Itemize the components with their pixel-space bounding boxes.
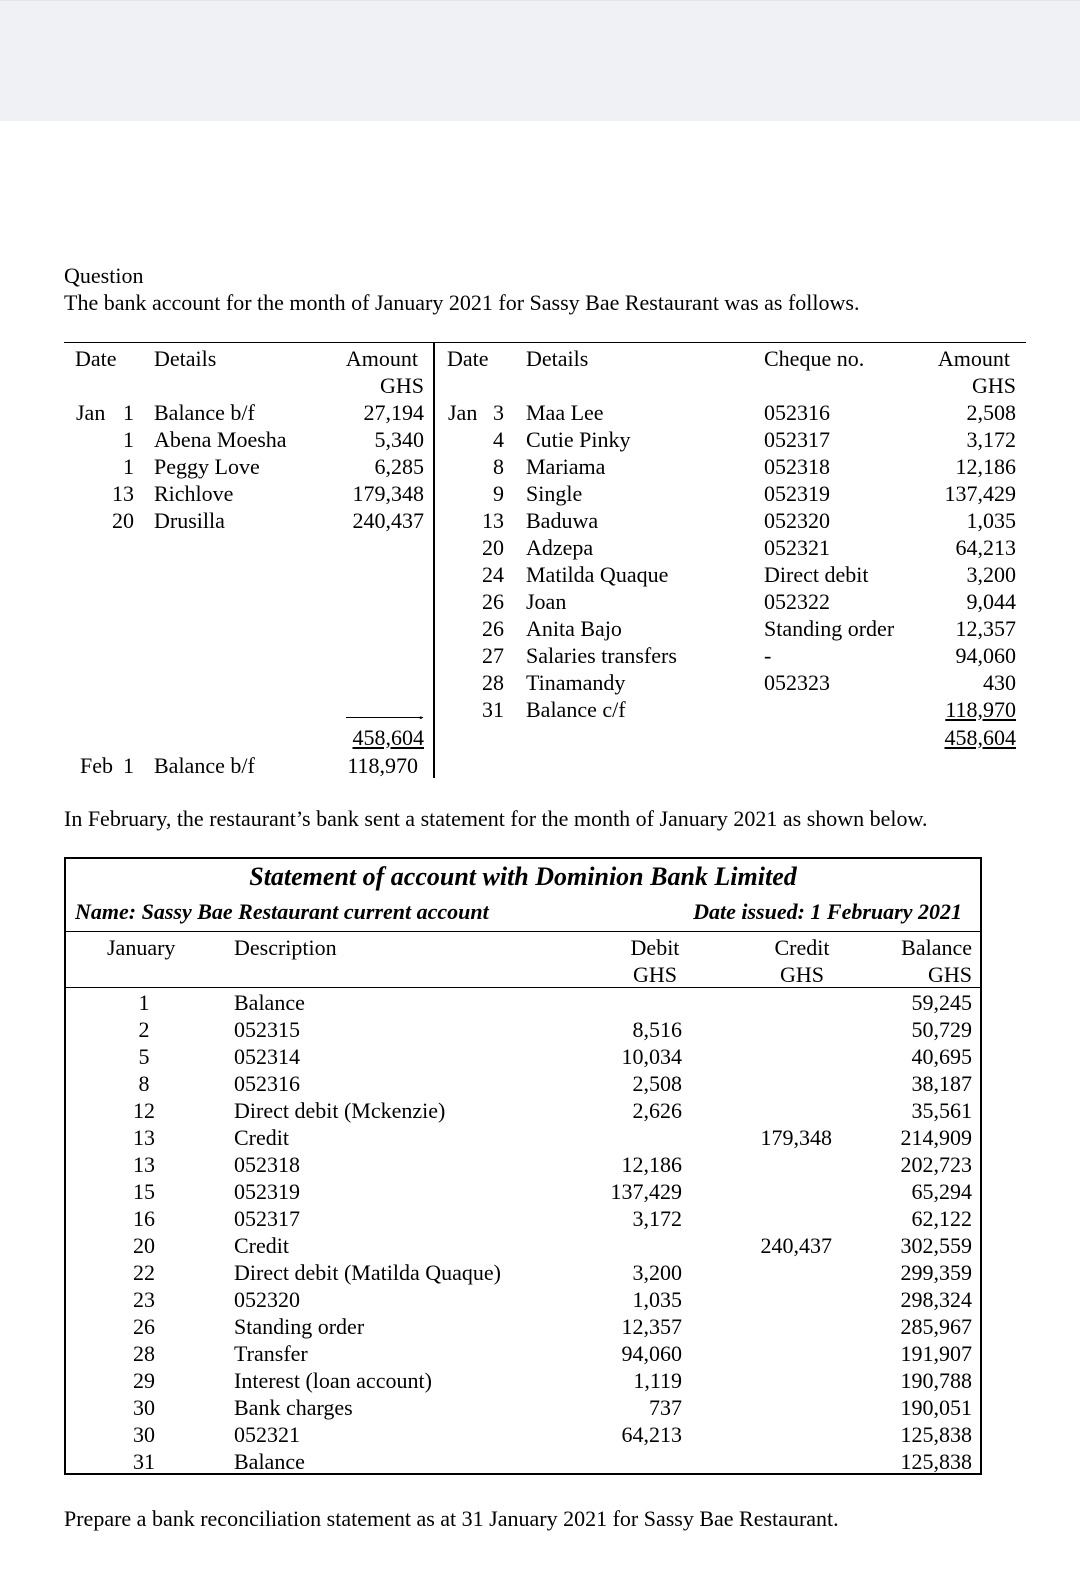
statement-row-credit <box>730 1367 832 1394</box>
credit-row-cheque: 052317 <box>764 427 830 452</box>
credit-row-details: Joan <box>526 589 567 614</box>
credit-row-details: Maa Lee <box>526 400 604 425</box>
statement-row-balance: 125,838 <box>900 1422 972 1447</box>
statement-title: Statement of account with Dominion Bank Limited <box>249 862 797 891</box>
credit-row-cheque: Standing order <box>764 616 895 641</box>
statement-row-description: Balance <box>234 1449 305 1474</box>
statement-row-description: Transfer <box>234 1341 308 1366</box>
statement-row-credit: 240,437 <box>760 1233 832 1258</box>
credit-row-cheque: 052321 <box>764 535 830 560</box>
credit-row-day: 26 <box>482 616 504 641</box>
credit-cheque-column <box>764 399 914 723</box>
debit-row-details: Peggy Love <box>154 454 260 479</box>
statement-row-debit: 12,357 <box>621 1314 682 1339</box>
statement-row-debit: 1,035 <box>632 1287 682 1312</box>
credit-total: 458,604 <box>944 725 1016 750</box>
statement-row-credit <box>730 1421 832 1448</box>
credit-row-day: 8 <box>493 454 504 479</box>
debit-total: 458,604 <box>352 725 424 750</box>
debit-day-column <box>104 399 134 534</box>
debit-row-day: 1 <box>123 427 134 452</box>
credit-row-day: 3 <box>493 400 504 425</box>
credit-amount-column <box>900 399 1016 723</box>
statement-row-day: 31 <box>133 1449 155 1474</box>
credit-row-amount: 94,060 <box>955 643 1016 668</box>
instruction-text: Prepare a bank reconciliation statement as at 31 January 2021 for Sassy Bae Restaurant. <box>64 1506 839 1531</box>
credit-row-amount: 12,357 <box>955 616 1016 641</box>
credit-row-day: 20 <box>482 535 504 560</box>
credit-row-cheque: 052316 <box>764 400 830 425</box>
credit-row-details: Adzepa <box>526 535 594 560</box>
statement-row-day: 22 <box>133 1260 155 1285</box>
statement-row-day: 12 <box>133 1098 155 1123</box>
credit-cheque-header: Cheque no. <box>764 346 865 371</box>
statement-row-balance: 40,695 <box>911 1044 972 1069</box>
statement-header-balance: Balance <box>901 935 972 960</box>
carried-down-amount: 118,970 <box>347 753 418 778</box>
statement-header-rule-bottom <box>64 987 982 988</box>
statement-row-description: 052321 <box>234 1422 300 1447</box>
statement-row-debit <box>580 1232 682 1259</box>
statement-row-balance: 35,561 <box>911 1098 972 1123</box>
statement-row-debit: 8,516 <box>632 1017 682 1042</box>
statement-header-rule-top <box>64 931 982 932</box>
credit-row-cheque: 052319 <box>764 481 830 506</box>
debit-details-column <box>154 399 324 534</box>
statement-balance-column <box>860 989 972 1475</box>
statement-row-day: 2 <box>138 1017 150 1042</box>
statement-row-credit <box>730 1178 832 1205</box>
statement-row-balance: 285,967 <box>900 1314 972 1339</box>
statement-row-balance: 62,122 <box>911 1206 972 1231</box>
statement-date-issued: Date issued: 1 February 2021 <box>693 899 962 924</box>
credit-row-month: Jan <box>448 400 478 425</box>
statement-header-january: January <box>107 935 176 960</box>
transition-text: In February, the restaurant’s bank sent a statement for the month of January 2021 as shown below. <box>64 806 928 831</box>
carried-down-details: Balance b/f <box>154 753 255 778</box>
statement-row-description: Standing order <box>234 1314 365 1339</box>
statement-row-credit <box>730 1205 832 1232</box>
debit-row-month: Jan <box>76 400 106 425</box>
statement-row-credit <box>730 1394 832 1421</box>
statement-header-debit-unit: GHS <box>632 962 677 987</box>
statement-row-debit: 2,626 <box>632 1098 682 1123</box>
statement-row-balance: 190,051 <box>900 1395 972 1420</box>
statement-row-description: Credit <box>234 1125 289 1150</box>
statement-row-balance: 190,788 <box>900 1368 972 1393</box>
statement-row-credit <box>730 1313 832 1340</box>
credit-row-cheque: 052320 <box>764 508 830 533</box>
credit-row-details: Mariama <box>526 454 606 479</box>
credit-row-day: 24 <box>482 562 504 587</box>
cash-book-top-rule <box>64 342 1026 343</box>
credit-row-details: Salaries transfers <box>526 643 677 668</box>
debit-row-amount: 27,194 <box>363 400 424 425</box>
statement-name-line: Name: Sassy Bae Restaurant current account <box>75 899 489 924</box>
credit-row-details: Cutie Pinky <box>526 427 631 452</box>
statement-row-credit <box>730 1448 832 1475</box>
debit-date-header: Date <box>75 346 117 371</box>
statement-row-day: 28 <box>133 1341 155 1366</box>
carried-down-day: 1 <box>123 753 134 778</box>
credit-row-details: Tinamandy <box>526 670 626 695</box>
credit-row-amount: 3,172 <box>966 427 1016 452</box>
statement-row-credit <box>730 1070 832 1097</box>
statement-row-credit <box>730 1043 832 1070</box>
credit-row-day: 13 <box>482 508 504 533</box>
credit-row-cheque: - <box>764 643 772 668</box>
statement-row-day: 30 <box>133 1422 155 1447</box>
statement-row-day: 13 <box>133 1125 155 1150</box>
statement-row-debit <box>580 1448 682 1475</box>
statement-row-balance: 65,294 <box>911 1179 972 1204</box>
credit-day-column <box>474 399 504 723</box>
statement-row-debit: 3,200 <box>632 1260 682 1285</box>
credit-row-cheque <box>764 696 914 723</box>
debit-amount-column <box>320 399 424 534</box>
statement-row-day: 15 <box>133 1179 155 1204</box>
debit-row-amount: 240,437 <box>352 508 424 533</box>
statement-row-day: 5 <box>138 1044 150 1069</box>
statement-row-description: 052317 <box>234 1206 300 1231</box>
statement-row-day: 23 <box>133 1287 155 1312</box>
debit-row-amount: 6,285 <box>374 454 424 479</box>
statement-row-credit <box>730 1286 832 1313</box>
credit-row-day: 26 <box>482 589 504 614</box>
statement-row-description: 052314 <box>234 1044 300 1069</box>
debit-row-day: 20 <box>112 508 134 533</box>
question-heading: Question <box>64 263 144 288</box>
debit-row-amount: 179,348 <box>352 481 424 506</box>
statement-row-description: Bank charges <box>234 1395 353 1420</box>
credit-row-cheque: 052318 <box>764 454 830 479</box>
debit-subtotal-rule <box>346 717 423 718</box>
credit-amount-unit: GHS <box>971 373 1016 398</box>
debit-row-details: Balance b/f <box>154 400 255 425</box>
statement-row-description: 052320 <box>234 1287 300 1312</box>
credit-row-amount: 118,970 <box>945 697 1016 722</box>
credit-row-amount: 3,200 <box>966 562 1016 587</box>
credit-row-amount: 137,429 <box>944 481 1016 506</box>
statement-row-debit: 3,172 <box>632 1206 682 1231</box>
statement-row-description: 052316 <box>234 1071 300 1096</box>
credit-row-day: 31 <box>482 697 504 722</box>
credit-row-day: 9 <box>493 481 504 506</box>
statement-row-description: Interest (loan account) <box>234 1368 432 1393</box>
debit-amount-header: Amount <box>345 346 418 371</box>
statement-row-day: 20 <box>133 1233 155 1258</box>
credit-row-amount: 12,186 <box>955 454 1016 479</box>
statement-header-debit: Debit <box>630 935 680 960</box>
credit-row-day: 27 <box>482 643 504 668</box>
statement-row-debit: 2,508 <box>632 1071 682 1096</box>
credit-row-amount: 430 <box>983 670 1016 695</box>
debit-row-day: 13 <box>112 481 134 506</box>
debit-row-details: Richlove <box>154 481 234 506</box>
credit-row-amount: 2,508 <box>966 400 1016 425</box>
debit-row-details: Abena Moesha <box>154 427 287 452</box>
credit-date-header: Date <box>447 346 489 371</box>
statement-row-debit: 64,213 <box>621 1422 682 1447</box>
debit-row-amount: 5,340 <box>374 427 424 452</box>
statement-row-balance: 298,324 <box>900 1287 972 1312</box>
debit-dot: . <box>418 699 424 724</box>
statement-row-balance: 59,245 <box>911 990 972 1015</box>
credit-row-cheque: 052322 <box>764 589 830 614</box>
statement-row-debit: 1,119 <box>633 1368 682 1393</box>
statement-header-credit-unit: GHS <box>779 962 824 987</box>
statement-header-balance-unit: GHS <box>927 962 972 987</box>
statement-row-debit: 10,034 <box>621 1044 682 1069</box>
statement-row-balance: 125,838 <box>900 1449 972 1474</box>
carried-down-month: Feb <box>80 753 113 778</box>
statement-row-balance: 214,909 <box>900 1125 972 1150</box>
statement-row-balance: 50,729 <box>911 1017 972 1042</box>
question-intro: The bank account for the month of January 2021 for Sassy Bae Restaurant was as follows. <box>64 290 860 315</box>
debit-row-day: 1 <box>123 454 134 479</box>
credit-details-header: Details <box>526 346 589 371</box>
statement-row-debit: 12,186 <box>621 1152 682 1177</box>
credit-row-details: Balance c/f <box>526 697 626 722</box>
statement-row-debit <box>580 989 682 1016</box>
statement-row-description: Direct debit (Matilda Quaque) <box>234 1260 501 1285</box>
statement-row-day: 1 <box>138 990 150 1015</box>
statement-row-debit: 737 <box>649 1395 682 1420</box>
statement-row-credit <box>730 989 832 1016</box>
credit-row-details: Single <box>526 481 583 506</box>
statement-row-debit <box>580 1124 682 1151</box>
statement-header-credit: Credit <box>774 935 830 960</box>
statement-row-day: 8 <box>138 1071 150 1096</box>
statement-row-description: Credit <box>234 1233 289 1258</box>
credit-row-day: 28 <box>482 670 504 695</box>
credit-row-details: Anita Bajo <box>526 616 622 641</box>
statement-row-description: 052318 <box>234 1152 300 1177</box>
credit-row-cheque: 052323 <box>764 670 830 695</box>
statement-row-description: Direct debit (Mckenzie) <box>234 1098 446 1123</box>
statement-row-day: 13 <box>133 1152 155 1177</box>
statement-credit-column <box>730 989 832 1475</box>
debit-row-day: 1 <box>123 400 134 425</box>
statement-row-balance: 299,359 <box>900 1260 972 1285</box>
credit-amount-header: Amount <box>937 346 1010 371</box>
credit-row-cheque: Direct debit <box>764 562 869 587</box>
credit-row-details: Baduwa <box>526 508 599 533</box>
credit-row-amount: 1,035 <box>966 508 1016 533</box>
statement-row-day: 26 <box>133 1314 155 1339</box>
statement-row-credit <box>730 1151 832 1178</box>
statement-description-column <box>234 989 574 1475</box>
statement-day-column <box>120 989 168 1475</box>
statement-row-description: 052315 <box>234 1017 300 1042</box>
debit-amount-unit: GHS <box>379 373 424 398</box>
credit-row-details: Matilda Quaque <box>526 562 669 587</box>
statement-row-debit: 94,060 <box>621 1341 682 1366</box>
statement-row-description: Balance <box>234 990 305 1015</box>
statement-row-credit <box>730 1016 832 1043</box>
statement-header-description: Description <box>234 935 337 960</box>
credit-row-amount: 9,044 <box>966 589 1016 614</box>
statement-row-day: 29 <box>133 1368 155 1393</box>
statement-row-debit: 137,429 <box>610 1179 682 1204</box>
statement-row-day: 16 <box>133 1206 155 1231</box>
statement-row-credit <box>730 1097 832 1124</box>
statement-row-credit <box>730 1340 832 1367</box>
statement-row-credit <box>730 1259 832 1286</box>
viewer-top-bar <box>0 0 1080 121</box>
debit-details-header: Details <box>154 346 217 371</box>
statement-row-balance: 302,559 <box>900 1233 972 1258</box>
credit-details-column <box>526 399 756 723</box>
statement-row-description: 052319 <box>234 1179 300 1204</box>
statement-row-day: 30 <box>133 1395 155 1420</box>
cash-book-divider <box>433 342 435 778</box>
statement-row-balance: 202,723 <box>900 1152 972 1177</box>
statement-debit-column <box>580 989 682 1475</box>
credit-row-amount: 64,213 <box>955 535 1016 560</box>
statement-row-balance: 191,907 <box>900 1341 972 1366</box>
statement-row-credit: 179,348 <box>760 1125 832 1150</box>
statement-row-balance: 38,187 <box>911 1071 972 1096</box>
credit-row-day: 4 <box>493 427 504 452</box>
debit-row-details: Drusilla <box>154 508 225 533</box>
